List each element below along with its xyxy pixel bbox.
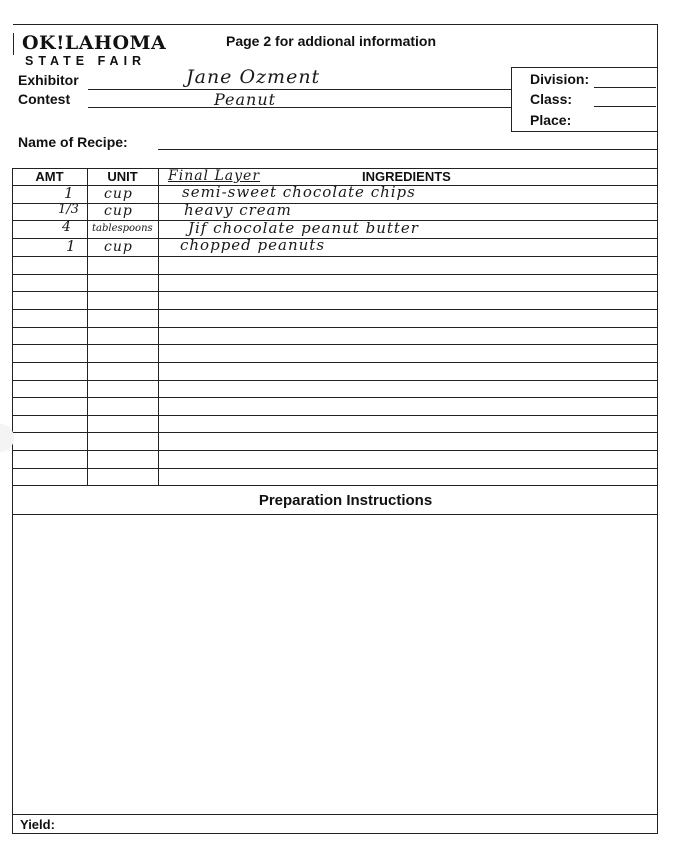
- page-note: Page 2 for addional information: [226, 33, 437, 49]
- division-line: [594, 87, 656, 88]
- yield-top-line: [12, 814, 658, 815]
- recipe-line: [158, 149, 657, 150]
- row-line: [12, 362, 658, 363]
- yield-label: Yield:: [20, 817, 55, 832]
- row-line: [12, 309, 658, 310]
- row-4-unit: cup: [104, 239, 133, 255]
- row-3-ingredient: Jif chocolate peanut butter: [188, 219, 419, 237]
- ingredients-table: [12, 168, 658, 485]
- recipe-label: Name of Recipe:: [18, 134, 128, 150]
- col-header-amt: AMT: [35, 169, 64, 184]
- row-line: [12, 415, 658, 416]
- preparation-title: Preparation Instructions: [258, 492, 433, 509]
- row-line: [12, 344, 658, 345]
- fair-logo: [22, 34, 166, 68]
- contest-line: [88, 107, 512, 108]
- exhibitor-value: Jane Ozment: [186, 66, 321, 88]
- row-line: [12, 327, 658, 328]
- contest-value: Peanut: [214, 90, 277, 109]
- row-4-ingredient: chopped peanuts: [180, 236, 326, 254]
- row-3-unit: tablespoons: [92, 223, 153, 234]
- section-note: Final Layer: [168, 168, 261, 184]
- contest-label: Contest: [18, 91, 71, 107]
- row-line: [12, 450, 658, 451]
- table-bottom-line: [12, 485, 658, 486]
- exhibitor-label: Exhibitor: [18, 72, 79, 88]
- class-line: [594, 106, 656, 107]
- logo-line-1: OK!LAHOMA: [22, 32, 167, 54]
- row-2-unit: cup: [104, 203, 133, 219]
- col-header-ingredients: INGREDIENTS: [362, 169, 451, 184]
- logo-line-2: STATE FAIR: [25, 54, 147, 68]
- row-line: [12, 291, 658, 292]
- row-line: [12, 468, 658, 469]
- division-label: Division:: [530, 71, 590, 87]
- row-1-unit: cup: [104, 186, 133, 202]
- row-1-ingredient: semi-sweet chocolate chips: [182, 183, 416, 201]
- row-1-amt: 1: [64, 184, 75, 202]
- row-line: [12, 274, 658, 275]
- place-label: Place:: [530, 112, 572, 128]
- row-2-ingredient: heavy cream: [184, 201, 292, 219]
- header-left-border: [13, 33, 14, 55]
- col-header-unit: UNIT: [107, 169, 138, 184]
- row-4-amt: 1: [66, 237, 77, 255]
- row-line: [12, 256, 658, 257]
- row-line: [12, 380, 658, 381]
- preparation-line: [12, 514, 658, 515]
- row-3-amt: 4: [62, 219, 72, 235]
- bottom-border: [12, 833, 658, 834]
- row-2-amt: 1/3: [58, 202, 79, 217]
- class-label: Class:: [530, 91, 573, 107]
- row-line: [12, 432, 658, 433]
- row-line: [12, 397, 658, 398]
- exhibitor-line: [88, 89, 512, 90]
- top-border: [13, 24, 658, 25]
